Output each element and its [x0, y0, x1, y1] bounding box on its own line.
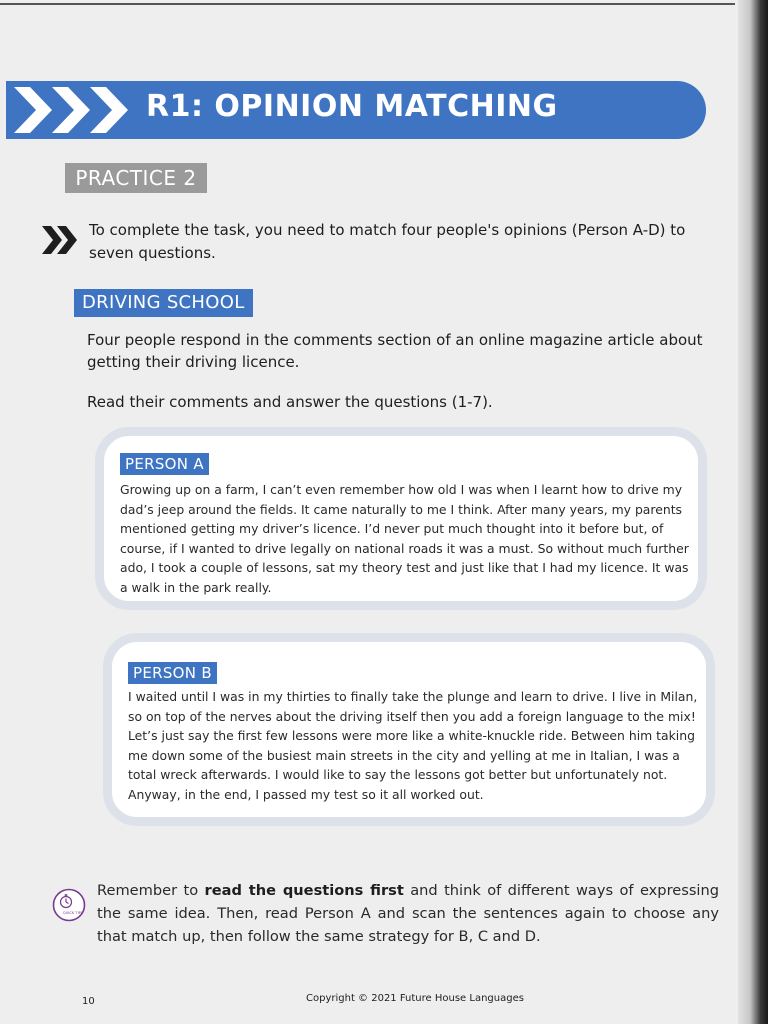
- person-a-comment: Growing up on a farm, I can’t even remember how old I was when I learnt how to drive my dad’s jeep around the fields. It came naturally to me I think. After many years, my parents mentioned getting my driver’s licence. I’d never put much thought into it before but, of course, if I wanted to drive legally on national roads it was a must. So without much further ado, I took a couple of lessons, sat my theory test and just like that I had my licence. It was a walk in the park really.: [120, 482, 689, 595]
- copyright-notice: Copyright © 2021 Future House Languages: [306, 993, 524, 1004]
- person-b-card: [103, 633, 715, 826]
- page-top-rule: [0, 3, 735, 5]
- task-instruction: To complete the task, you need to match four people's opinions (Person A-D) to seven questions.: [89, 221, 686, 262]
- person-a-label: PERSON A: [120, 453, 209, 475]
- chevron-arrows-icon: [6, 81, 146, 139]
- quick-tip-text: Remember to read the questions first and think of different ways of expressing the same idea. Then, read Person A and scan the sentences again to choose any that match up, then follow the same strategy for B, C and D.: [97, 882, 720, 945]
- section-title: DRIVING SCHOOL: [74, 289, 253, 317]
- page-number: 10: [82, 996, 95, 1007]
- title-banner: [6, 81, 706, 139]
- practice-label: PRACTICE 2: [65, 163, 207, 193]
- quick-tips-icon-text: QUICK TIPS: [62, 911, 84, 915]
- person-b-label: PERSON B: [128, 662, 217, 684]
- intro-paragraph: Four people respond in the comments section of an online magazine article about getting their driving licence.: [87, 331, 703, 371]
- quick-tips-stopwatch-icon: [52, 888, 86, 922]
- tip-emphasis: read the questions first: [204, 882, 404, 899]
- reading-instruction: Read their comments and answer the questions (1-7).: [87, 393, 493, 411]
- page-title: R1: OPINION MATCHING: [146, 89, 558, 124]
- double-chevron-icon: [42, 226, 78, 254]
- person-a-card: [95, 427, 707, 610]
- page-binding-shadow: [738, 0, 768, 1024]
- person-b-comment: I waited until I was in my thirties to finally take the plunge and learn to drive. I live in Milan, so on top of the nerves about the driving itself then you add a foreign language to the mix! Let’s just say the first few lessons were more like a white-knuckle ride. Between him taking me down some of the busiest main streets in the city and yelling at me in Italian, I was a total wreck afterwards. I would like to say the lessons got better but unfortunately not. Anyway, in the end, I passed my test so it all worked out.: [128, 689, 698, 802]
